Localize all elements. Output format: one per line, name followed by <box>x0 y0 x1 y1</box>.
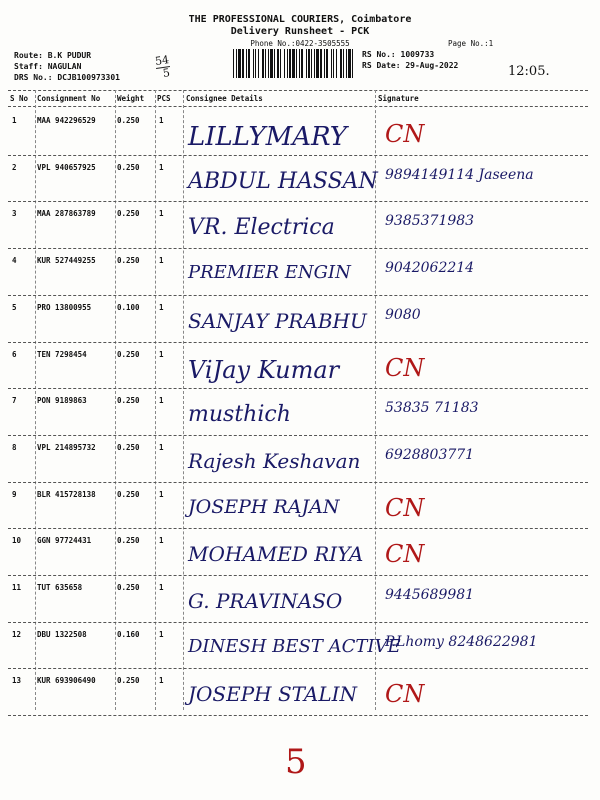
row-sno: 6 <box>12 349 17 359</box>
row-pcs: 1 <box>159 256 164 266</box>
barcode-image <box>232 49 356 78</box>
row-weight: 0.250 <box>117 536 140 546</box>
row-consignee-name: MOHAMED RIYA <box>188 542 364 567</box>
row-sno: 8 <box>12 442 17 452</box>
row-sno: 11 <box>12 583 22 592</box>
row-consignment-no: TUT 635658 <box>37 583 83 592</box>
row-sno: 7 <box>12 396 17 406</box>
row-divider <box>8 668 588 669</box>
column-divider <box>183 90 184 710</box>
row-pcs: 1 <box>159 396 164 406</box>
row-signature: CN <box>385 540 425 569</box>
row-sno: 2 <box>12 162 17 172</box>
row-pcs: 1 <box>159 489 164 499</box>
row-pcs: 1 <box>159 676 164 686</box>
row-weight: 0.250 <box>117 209 140 219</box>
row-weight: 0.250 <box>117 256 140 266</box>
runsheet-title: Delivery Runsheet - PCK <box>230 26 370 37</box>
row-weight: 0.250 <box>117 349 140 359</box>
row-consignment-no: MAA 287863789 <box>37 209 96 219</box>
row-pcs: 1 <box>159 162 164 172</box>
row-divider <box>8 715 588 716</box>
row-pcs: 1 <box>159 302 164 312</box>
row-consignment-no: BLR 415728138 <box>37 489 96 499</box>
row-sno: 3 <box>12 209 17 219</box>
header-top-rule <box>8 90 588 91</box>
row-consignee-name: ViJay Kumar <box>188 355 340 384</box>
row-consignment-no: TEN 7298454 <box>37 349 87 359</box>
phone-number: Phone No.:0422-3505555 <box>250 39 350 48</box>
column-pcs: PCS <box>157 94 171 103</box>
header-bottom-rule <box>8 106 588 107</box>
row-weight: 0.250 <box>117 116 140 125</box>
company-name: THE PROFESSIONAL COURIERS, Coimbatore <box>188 14 412 25</box>
row-divider <box>8 388 588 389</box>
column-signature: Signature <box>378 94 419 103</box>
row-sno: 1 <box>12 116 17 125</box>
row-consignment-no: GGN 97724431 <box>37 536 92 546</box>
row-pcs: 1 <box>159 349 164 359</box>
row-weight: 0.250 <box>117 676 140 686</box>
row-weight: 0.250 <box>117 442 140 452</box>
rs-date: RS Date: 29-Aug-2022 <box>362 61 459 70</box>
row-consignment-no: KUR 527449255 <box>37 256 96 266</box>
row-divider <box>8 248 588 249</box>
row-divider <box>8 575 588 576</box>
row-consignee-name: musthich <box>188 402 291 428</box>
handwritten-total: 5 <box>285 742 307 782</box>
row-signature: CN <box>385 353 425 382</box>
drs-number: DRS No.: DCJB100973301 <box>14 73 120 82</box>
row-divider <box>8 201 588 202</box>
route-info <box>14 50 120 83</box>
column-sno: S No <box>10 94 29 103</box>
column-divider <box>155 90 156 710</box>
row-signature: CN <box>385 680 425 709</box>
row-divider <box>8 295 588 296</box>
row-divider <box>8 342 588 343</box>
row-pcs: 1 <box>159 209 164 219</box>
row-signature: 9080 <box>385 306 421 323</box>
row-consignee-name: ABDUL HASSAN <box>188 168 378 194</box>
row-consignment-no: MAA 942296529 <box>37 116 96 125</box>
column-weight: Weight <box>117 94 145 103</box>
row-divider <box>8 622 588 623</box>
row-pcs: 1 <box>159 442 164 452</box>
row-divider <box>8 482 588 483</box>
row-consignee-name: DINESH BEST ACTIVE <box>188 635 401 657</box>
row-signature: 9894149114 Jaseena <box>385 166 534 183</box>
row-weight: 0.250 <box>117 583 140 592</box>
row-consignment-no: PRO 13800955 <box>37 302 92 312</box>
row-divider <box>8 155 588 156</box>
row-signature: CN <box>385 493 425 522</box>
row-consignee-name: JOSEPH STALIN <box>188 682 358 707</box>
row-weight: 0.250 <box>117 396 140 406</box>
row-sno: 5 <box>12 302 17 312</box>
row-signature: 6928803771 <box>385 446 475 463</box>
rs-info <box>362 49 458 71</box>
row-signature: 9445689981 <box>385 587 475 603</box>
row-consignment-no: DBU 1322508 <box>37 629 87 639</box>
column-divider <box>35 90 36 710</box>
rs-number: RS No.: 1009733 <box>362 50 435 59</box>
handwritten-time: 12:05. <box>508 64 550 79</box>
row-signature: CN <box>385 120 425 148</box>
row-consignment-no: VPL 940657925 <box>37 162 96 172</box>
column-consignee: Consignee Details <box>186 94 263 103</box>
document-title <box>0 14 600 38</box>
row-pcs: 1 <box>159 583 164 592</box>
row-consignment-no: KUR 693906490 <box>37 676 96 686</box>
column-consignment: Consignment No <box>37 94 101 103</box>
route-label: Route: B.K PUDUR <box>14 51 92 60</box>
row-weight: 0.160 <box>117 629 140 639</box>
row-consignee-name: G. PRAVINASO <box>188 589 343 613</box>
row-sno: 13 <box>12 676 22 686</box>
row-weight: 0.250 <box>117 489 140 499</box>
row-pcs: 1 <box>159 116 164 125</box>
row-weight: 0.250 <box>117 162 140 172</box>
row-sno: 12 <box>12 629 22 639</box>
row-signature: 9385371983 <box>385 213 475 230</box>
row-signature: 53835 71183 <box>385 400 479 417</box>
page-number: Page No.:1 <box>448 39 494 48</box>
row-consignment-no: PON 9189863 <box>37 396 87 406</box>
row-sno: 10 <box>12 536 22 546</box>
row-divider <box>8 528 588 529</box>
row-sno: 4 <box>12 256 17 266</box>
row-divider <box>8 435 588 436</box>
row-consignment-no: VPL 214895732 <box>37 442 96 452</box>
row-pcs: 1 <box>159 629 164 639</box>
column-divider <box>115 90 116 710</box>
row-consignee-name: PREMIER ENGIN <box>188 262 351 284</box>
row-consignee-name: JOSEPH RAJAN <box>188 495 340 518</box>
handwritten-count: 54 5 <box>154 53 171 81</box>
row-signature: 9042062214 <box>385 260 475 277</box>
row-weight: 0.100 <box>117 302 140 312</box>
staff-label: Staff: NAGULAN <box>14 62 82 71</box>
row-sno: 9 <box>12 489 17 499</box>
row-consignee-name: LILLYMARY <box>188 122 347 152</box>
row-pcs: 1 <box>159 536 164 546</box>
row-signature: P.Lhomy 8248622981 <box>385 633 538 650</box>
row-consignee-name: Rajesh Keshavan <box>188 448 361 473</box>
row-consignee-name: VR. Electrica <box>188 215 335 241</box>
row-consignee-name: SANJAY PRABHU <box>188 308 367 333</box>
